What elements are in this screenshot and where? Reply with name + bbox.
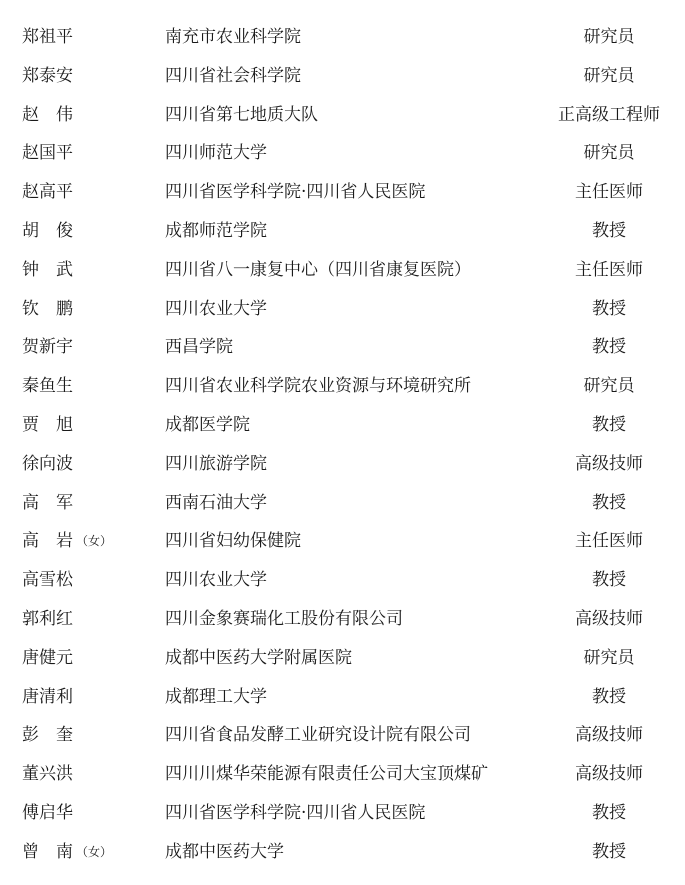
professional-title: 教授 (592, 570, 626, 591)
professional-title: 教授 (592, 802, 626, 823)
work-unit: 四川师范大学 (165, 143, 267, 164)
work-unit: 四川省农业科学院农业资源与环境研究所 (165, 376, 471, 397)
professional-title: 高级技师 (575, 453, 643, 474)
list-item (0, 328, 685, 367)
person-name: 唐健元 (22, 647, 73, 668)
list-item (0, 794, 685, 833)
list-item (0, 639, 685, 678)
list-item (0, 716, 685, 755)
list-item (0, 290, 685, 329)
work-unit: 成都医学院 (165, 414, 250, 435)
list-item (0, 600, 685, 639)
list-item (0, 445, 685, 484)
professional-title: 主任医师 (575, 182, 643, 203)
list-item (0, 57, 685, 96)
personnel-list (0, 18, 685, 872)
list-item (0, 484, 685, 523)
work-unit: 西南石油大学 (165, 492, 267, 513)
person-name: 傅启华 (22, 802, 73, 823)
person-name: 高雪松 (22, 570, 73, 591)
person-name: 曾 南 （女） (22, 841, 113, 862)
work-unit: 西昌学院 (165, 337, 233, 358)
list-item (0, 678, 685, 717)
person-name: 秦鱼生 (22, 376, 73, 397)
person-name: 钟 武 (22, 259, 73, 280)
work-unit: 四川省社会科学院 (165, 65, 301, 86)
person-name: 董兴洪 (22, 764, 73, 785)
person-name: 郑祖平 (22, 27, 73, 47)
work-unit: 四川省食品发酵工业研究设计院有限公司 (165, 725, 471, 746)
list-item (0, 561, 685, 600)
professional-title: 研究员 (583, 143, 635, 164)
work-unit: 四川省医学科学院·四川省人民医院 (165, 182, 426, 203)
professional-title: 研究员 (583, 376, 635, 397)
professional-title: 研究员 (583, 647, 635, 668)
professional-title: 研究员 (583, 65, 635, 86)
professional-title: 主任医师 (575, 259, 643, 280)
professional-title: 教授 (592, 220, 626, 241)
person-name: 高 岩 （女） (22, 531, 113, 552)
person-name: 彭 奎 (22, 725, 73, 746)
professional-title: 主任医师 (575, 531, 643, 552)
list-item (0, 134, 685, 173)
person-name: 贺新宇 (22, 337, 73, 358)
list-item (0, 833, 685, 872)
list-item (0, 755, 685, 794)
person-name: 高 军 (22, 492, 73, 513)
work-unit: 四川农业大学 (165, 298, 267, 319)
person-name: 郑泰安 (22, 65, 73, 86)
work-unit: 成都理工大学 (165, 686, 267, 707)
professional-title: 教授 (592, 298, 626, 319)
work-unit: 四川金象赛瑞化工股份有限公司 (165, 608, 403, 629)
professional-title: 教授 (592, 841, 626, 862)
work-unit: 四川省八一康复中心（四川省康复医院） (165, 259, 471, 280)
list-item (0, 522, 685, 561)
person-name: 钦 鹏 (22, 298, 73, 319)
person-name: 唐清利 (22, 686, 73, 707)
professional-title: 研究员 (583, 27, 635, 47)
gender-note: （女） (76, 844, 113, 859)
work-unit: 成都中医药大学 (165, 841, 284, 862)
person-name: 赵国平 (22, 143, 73, 164)
professional-title: 教授 (592, 414, 626, 435)
list-item (0, 406, 685, 445)
work-unit: 四川农业大学 (165, 570, 267, 591)
professional-title: 高级技师 (575, 725, 643, 746)
work-unit: 四川省妇幼保健院 (165, 531, 301, 552)
list-item (0, 18, 685, 57)
list-item (0, 96, 685, 135)
list-item (0, 212, 685, 251)
list-item (0, 173, 685, 212)
list-item (0, 251, 685, 290)
professional-title: 教授 (592, 492, 626, 513)
work-unit: 四川省第七地质大队 (165, 104, 318, 125)
gender-note: （女） (76, 534, 113, 549)
work-unit: 四川旅游学院 (165, 453, 267, 474)
work-unit: 四川川煤华荣能源有限责任公司大宝顶煤矿 (165, 764, 488, 785)
work-unit: 南充市农业科学院 (165, 27, 301, 47)
professional-title: 高级技师 (575, 764, 643, 785)
person-name: 贾 旭 (22, 414, 73, 435)
person-name: 赵高平 (22, 182, 73, 203)
professional-title: 正高级工程师 (558, 104, 660, 125)
person-name: 胡 俊 (22, 220, 73, 241)
professional-title: 教授 (592, 337, 626, 358)
person-name: 赵 伟 (22, 104, 73, 125)
work-unit: 四川省医学科学院·四川省人民医院 (165, 802, 426, 823)
person-name: 徐向波 (22, 453, 73, 474)
work-unit: 成都中医药大学附属医院 (165, 647, 352, 668)
professional-title: 高级技师 (575, 608, 643, 629)
list-item (0, 367, 685, 406)
professional-title: 教授 (592, 686, 626, 707)
person-name: 郭利红 (22, 608, 73, 629)
work-unit: 成都师范学院 (165, 220, 267, 241)
